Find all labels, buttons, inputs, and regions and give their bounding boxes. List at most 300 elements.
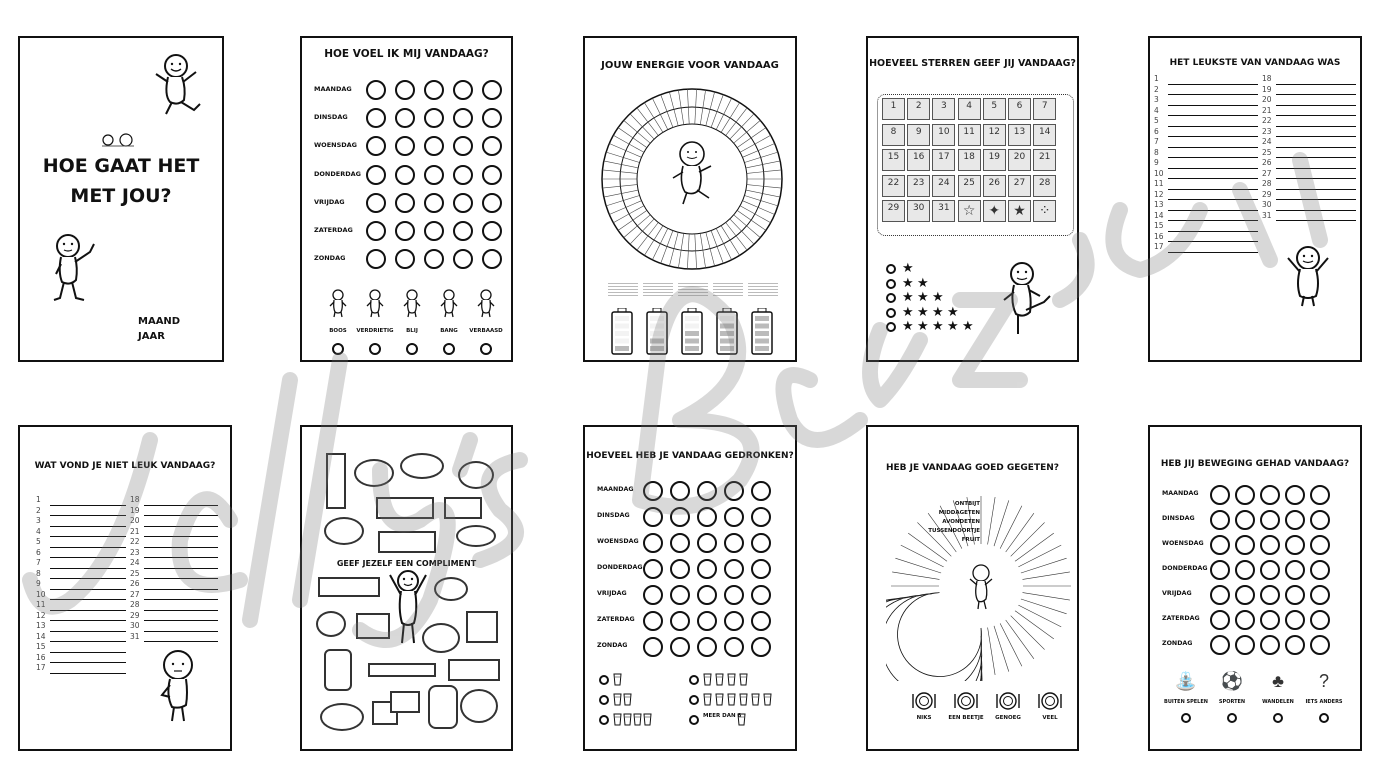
calendar-day-cell[interactable]: 16: [907, 149, 930, 171]
day-circle[interactable]: [643, 637, 663, 657]
writing-line[interactable]: [1168, 149, 1258, 158]
day-circle[interactable]: [482, 136, 502, 156]
battery-icon[interactable]: [646, 308, 668, 356]
day-circle[interactable]: [424, 80, 444, 100]
day-circle[interactable]: [1235, 560, 1255, 580]
day-circle[interactable]: [751, 481, 771, 501]
battery-icon[interactable]: [611, 308, 633, 356]
drink-amount-circle[interactable]: [599, 715, 609, 725]
list-line[interactable]: [1154, 106, 1258, 117]
emotion-circle[interactable]: [480, 343, 492, 355]
calendar-day-cell[interactable]: 8: [882, 124, 905, 146]
writing-line[interactable]: [1168, 212, 1258, 221]
writing-line[interactable]: [50, 654, 126, 663]
list-line[interactable]: [1154, 211, 1258, 222]
day-circle[interactable]: [424, 108, 444, 128]
calendar-day-cell[interactable]: 20: [1008, 149, 1031, 171]
writing-line[interactable]: [144, 591, 218, 600]
day-circle[interactable]: [1235, 485, 1255, 505]
star-rating-circle[interactable]: [886, 293, 896, 303]
writing-line[interactable]: [1276, 86, 1356, 95]
list-line[interactable]: [36, 579, 126, 590]
day-circle[interactable]: [1310, 485, 1330, 505]
day-circle[interactable]: [453, 221, 473, 241]
day-circle[interactable]: [697, 559, 717, 579]
calendar-day-cell[interactable]: 4: [958, 98, 981, 120]
calendar-day-cell[interactable]: 15: [882, 149, 905, 171]
plate-icon[interactable]: [1037, 691, 1063, 711]
day-circle[interactable]: [751, 637, 771, 657]
calendar-day-cell[interactable]: 14: [1033, 124, 1056, 146]
list-line[interactable]: [1154, 190, 1258, 201]
calendar-day-cell[interactable]: 17: [932, 149, 955, 171]
calendar-day-cell[interactable]: 30: [907, 200, 930, 222]
star-rating-circle[interactable]: [886, 308, 896, 318]
writing-line[interactable]: [144, 507, 218, 516]
writing-line[interactable]: [144, 602, 218, 611]
list-line[interactable]: [1262, 211, 1356, 222]
list-line[interactable]: [36, 537, 126, 548]
drink-amount-circle[interactable]: [689, 695, 699, 705]
page-mood[interactable]: [300, 36, 513, 362]
day-circle[interactable]: [482, 165, 502, 185]
day-circle[interactable]: [1210, 585, 1230, 605]
list-line[interactable]: [130, 527, 218, 538]
writing-line[interactable]: [1168, 233, 1258, 242]
calendar-day-cell[interactable]: 31: [932, 200, 955, 222]
page-notfun[interactable]: [18, 425, 232, 751]
day-circle[interactable]: [1260, 510, 1280, 530]
writing-line[interactable]: [1276, 139, 1356, 148]
list-line[interactable]: [130, 600, 218, 611]
list-line[interactable]: [36, 611, 126, 622]
calendar-day-cell[interactable]: 7: [1033, 98, 1056, 120]
list-line[interactable]: [1262, 127, 1356, 138]
writing-line[interactable]: [1168, 223, 1258, 232]
list-line[interactable]: [36, 548, 126, 559]
day-circle[interactable]: [395, 249, 415, 269]
calendar-day-cell[interactable]: 22: [882, 175, 905, 197]
day-circle[interactable]: [424, 165, 444, 185]
writing-line[interactable]: [1276, 191, 1356, 200]
day-circle[interactable]: [724, 507, 744, 527]
writing-line[interactable]: [144, 539, 218, 548]
day-circle[interactable]: [724, 533, 744, 553]
writing-line[interactable]: [144, 518, 218, 527]
day-circle[interactable]: [643, 481, 663, 501]
writing-line[interactable]: [50, 497, 126, 506]
day-circle[interactable]: [1285, 635, 1305, 655]
day-circle[interactable]: [670, 481, 690, 501]
day-circle[interactable]: [670, 533, 690, 553]
activity-circle[interactable]: [1273, 713, 1283, 723]
calendar-day-cell[interactable]: 9: [907, 124, 930, 146]
list-line[interactable]: [1154, 85, 1258, 96]
list-line[interactable]: [1154, 179, 1258, 190]
emotion-circle[interactable]: [332, 343, 344, 355]
list-line[interactable]: [1262, 116, 1356, 127]
day-circle[interactable]: [482, 249, 502, 269]
day-circle[interactable]: [1310, 560, 1330, 580]
emotion-circle[interactable]: [369, 343, 381, 355]
day-circle[interactable]: [1285, 510, 1305, 530]
day-circle[interactable]: [1285, 485, 1305, 505]
day-circle[interactable]: [643, 585, 663, 605]
day-circle[interactable]: [670, 585, 690, 605]
day-circle[interactable]: [1310, 635, 1330, 655]
list-line[interactable]: [36, 632, 126, 643]
day-circle[interactable]: [1210, 510, 1230, 530]
writing-line[interactable]: [50, 518, 126, 527]
day-circle[interactable]: [453, 108, 473, 128]
writing-line[interactable]: [1276, 107, 1356, 116]
day-circle[interactable]: [1260, 485, 1280, 505]
list-line[interactable]: [36, 663, 126, 674]
day-circle[interactable]: [1235, 610, 1255, 630]
calendar-day-cell[interactable]: 29: [882, 200, 905, 222]
day-circle[interactable]: [1210, 635, 1230, 655]
writing-line[interactable]: [1168, 76, 1258, 85]
calendar-day-cell[interactable]: 10: [932, 124, 955, 146]
page-drink[interactable]: [583, 425, 797, 751]
day-circle[interactable]: [751, 507, 771, 527]
day-circle[interactable]: [1235, 510, 1255, 530]
list-line[interactable]: [36, 569, 126, 580]
day-circle[interactable]: [670, 611, 690, 631]
emotion-circle[interactable]: [443, 343, 455, 355]
writing-line[interactable]: [1168, 202, 1258, 211]
page-cover[interactable]: [18, 36, 224, 362]
list-line[interactable]: [130, 537, 218, 548]
day-circle[interactable]: [482, 80, 502, 100]
day-circle[interactable]: [724, 481, 744, 501]
list-line[interactable]: [1262, 137, 1356, 148]
day-circle[interactable]: [395, 165, 415, 185]
list-line[interactable]: [1154, 221, 1258, 232]
list-line[interactable]: [130, 569, 218, 580]
day-circle[interactable]: [424, 249, 444, 269]
list-line[interactable]: [130, 495, 218, 506]
list-line[interactable]: [36, 621, 126, 632]
day-circle[interactable]: [724, 559, 744, 579]
writing-line[interactable]: [144, 528, 218, 537]
day-circle[interactable]: [424, 136, 444, 156]
list-line[interactable]: [130, 611, 218, 622]
page-best[interactable]: [1148, 36, 1362, 362]
day-circle[interactable]: [424, 221, 444, 241]
list-line[interactable]: [1154, 116, 1258, 127]
list-line[interactable]: [1262, 106, 1356, 117]
list-line[interactable]: [1154, 169, 1258, 180]
writing-line[interactable]: [1276, 118, 1356, 127]
writing-line[interactable]: [50, 665, 126, 674]
writing-line[interactable]: [1168, 97, 1258, 106]
writing-line[interactable]: [144, 497, 218, 506]
battery-icon[interactable]: [716, 308, 738, 356]
day-circle[interactable]: [1310, 585, 1330, 605]
day-circle[interactable]: [724, 585, 744, 605]
writing-line[interactable]: [1168, 181, 1258, 190]
writing-line[interactable]: [144, 623, 218, 632]
page-stars[interactable]: [866, 36, 1079, 362]
calendar-day-cell[interactable]: 24: [932, 175, 955, 197]
day-circle[interactable]: [643, 611, 663, 631]
activity-circle[interactable]: [1227, 713, 1237, 723]
day-circle[interactable]: [366, 165, 386, 185]
day-circle[interactable]: [424, 193, 444, 213]
writing-line[interactable]: [144, 560, 218, 569]
writing-line[interactable]: [50, 644, 126, 653]
day-circle[interactable]: [366, 108, 386, 128]
writing-line[interactable]: [50, 570, 126, 579]
list-line[interactable]: [130, 579, 218, 590]
star-rating-circle[interactable]: [886, 264, 896, 274]
calendar-day-cell[interactable]: 23: [907, 175, 930, 197]
day-circle[interactable]: [724, 637, 744, 657]
day-circle[interactable]: [482, 221, 502, 241]
day-circle[interactable]: [751, 611, 771, 631]
day-circle[interactable]: [697, 611, 717, 631]
writing-line[interactable]: [1168, 86, 1258, 95]
battery-icon[interactable]: [751, 308, 773, 356]
page-energy[interactable]: [583, 36, 797, 362]
list-line[interactable]: [1154, 95, 1258, 106]
plate-icon[interactable]: [911, 691, 937, 711]
writing-line[interactable]: [1168, 118, 1258, 127]
day-circle[interactable]: [1210, 610, 1230, 630]
writing-line[interactable]: [1168, 244, 1258, 253]
list-line[interactable]: [36, 516, 126, 527]
list-line[interactable]: [130, 548, 218, 559]
day-circle[interactable]: [366, 80, 386, 100]
battery-icon[interactable]: [681, 308, 703, 356]
writing-line[interactable]: [1276, 202, 1356, 211]
day-circle[interactable]: [482, 108, 502, 128]
list-line[interactable]: [36, 558, 126, 569]
calendar-day-cell[interactable]: 6: [1008, 98, 1031, 120]
writing-line[interactable]: [50, 549, 126, 558]
writing-line[interactable]: [1168, 191, 1258, 200]
day-circle[interactable]: [751, 559, 771, 579]
list-line[interactable]: [130, 506, 218, 517]
calendar-day-cell[interactable]: 11: [958, 124, 981, 146]
list-line[interactable]: [1262, 85, 1356, 96]
calendar-day-cell[interactable]: 27: [1008, 175, 1031, 197]
writing-line[interactable]: [50, 612, 126, 621]
list-line[interactable]: [1154, 137, 1258, 148]
writing-line[interactable]: [1168, 170, 1258, 179]
day-circle[interactable]: [697, 637, 717, 657]
day-circle[interactable]: [482, 193, 502, 213]
calendar-day-cell[interactable]: 1: [882, 98, 905, 120]
calendar-day-cell[interactable]: 26: [983, 175, 1006, 197]
writing-line[interactable]: [1168, 160, 1258, 169]
day-circle[interactable]: [366, 221, 386, 241]
list-line[interactable]: [1262, 190, 1356, 201]
day-circle[interactable]: [1235, 635, 1255, 655]
stick-figure-thinking-icon: [152, 647, 206, 727]
day-circle[interactable]: [395, 221, 415, 241]
list-line[interactable]: [36, 495, 126, 506]
list-line[interactable]: [130, 590, 218, 601]
day-circle[interactable]: [697, 507, 717, 527]
list-line[interactable]: [1154, 200, 1258, 211]
plate-icon[interactable]: [995, 691, 1021, 711]
day-circle[interactable]: [453, 80, 473, 100]
list-line[interactable]: [1262, 95, 1356, 106]
writing-line[interactable]: [1168, 107, 1258, 116]
day-circle[interactable]: [751, 585, 771, 605]
day-circle[interactable]: [697, 585, 717, 605]
writing-line[interactable]: [50, 602, 126, 611]
day-circle[interactable]: [453, 136, 473, 156]
writing-line[interactable]: [1276, 181, 1356, 190]
writing-line[interactable]: [50, 581, 126, 590]
writing-line[interactable]: [1168, 139, 1258, 148]
day-circle[interactable]: [366, 136, 386, 156]
writing-line[interactable]: [1276, 128, 1356, 137]
writing-line[interactable]: [1276, 149, 1356, 158]
writing-line[interactable]: [144, 612, 218, 621]
day-circle[interactable]: [395, 80, 415, 100]
day-circle[interactable]: [670, 507, 690, 527]
page-compliment[interactable]: [300, 425, 513, 751]
day-circle[interactable]: [1210, 560, 1230, 580]
calendar-day-cell[interactable]: 25: [958, 175, 981, 197]
list-line[interactable]: [36, 642, 126, 653]
list-line[interactable]: [1154, 242, 1258, 253]
writing-line[interactable]: [50, 528, 126, 537]
day-circle[interactable]: [366, 249, 386, 269]
list-line[interactable]: [1262, 179, 1356, 190]
day-circle[interactable]: [453, 165, 473, 185]
writing-line[interactable]: [1276, 160, 1356, 169]
day-circle[interactable]: [1260, 635, 1280, 655]
calendar-day-cell[interactable]: 21: [1033, 149, 1056, 171]
list-line[interactable]: [130, 516, 218, 527]
list-line[interactable]: [130, 632, 218, 643]
drink-amount-circle[interactable]: [599, 695, 609, 705]
list-line[interactable]: [130, 558, 218, 569]
day-circle[interactable]: [453, 193, 473, 213]
plate-icon[interactable]: [953, 691, 979, 711]
list-line[interactable]: [1154, 158, 1258, 169]
list-line[interactable]: [1262, 158, 1356, 169]
writing-line[interactable]: [50, 633, 126, 642]
page-move[interactable]: [1148, 425, 1362, 751]
list-line[interactable]: [1154, 74, 1258, 85]
day-circle[interactable]: [1260, 585, 1280, 605]
calendar-day-cell[interactable]: 3: [932, 98, 955, 120]
calendar-day-cell[interactable]: 12: [983, 124, 1006, 146]
day-circle[interactable]: [643, 533, 663, 553]
drink-amount-circle[interactable]: [599, 675, 609, 685]
writing-line[interactable]: [144, 570, 218, 579]
calendar-day-cell[interactable]: 13: [1008, 124, 1031, 146]
day-circle[interactable]: [1285, 585, 1305, 605]
activity-circle[interactable]: [1319, 713, 1329, 723]
calendar-day-cell[interactable]: 18: [958, 149, 981, 171]
writing-line[interactable]: [50, 560, 126, 569]
day-circle[interactable]: [395, 136, 415, 156]
day-circle[interactable]: [1310, 510, 1330, 530]
activity-circle[interactable]: [1181, 713, 1191, 723]
day-circle[interactable]: [1260, 560, 1280, 580]
day-circle[interactable]: [1285, 535, 1305, 555]
day-circle[interactable]: [643, 507, 663, 527]
day-circle[interactable]: [1235, 585, 1255, 605]
day-circle[interactable]: [453, 249, 473, 269]
day-circle[interactable]: [1310, 610, 1330, 630]
calendar-day-cell[interactable]: 2: [907, 98, 930, 120]
day-circle[interactable]: [366, 193, 386, 213]
writing-line[interactable]: [1276, 97, 1356, 106]
day-circle[interactable]: [395, 108, 415, 128]
list-line[interactable]: [1262, 169, 1356, 180]
day-circle[interactable]: [1285, 560, 1305, 580]
list-line[interactable]: [1154, 127, 1258, 138]
list-line[interactable]: [36, 653, 126, 664]
writing-line[interactable]: [1276, 212, 1356, 221]
emotion-circle[interactable]: [406, 343, 418, 355]
calendar-day-cell[interactable]: 19: [983, 149, 1006, 171]
day-circle[interactable]: [697, 533, 717, 553]
writing-line[interactable]: [144, 549, 218, 558]
day-circle[interactable]: [724, 611, 744, 631]
day-circle[interactable]: [1210, 485, 1230, 505]
day-circle[interactable]: [1285, 610, 1305, 630]
list-line[interactable]: [1262, 74, 1356, 85]
writing-line[interactable]: [50, 539, 126, 548]
day-circle[interactable]: [643, 559, 663, 579]
writing-line[interactable]: [1168, 128, 1258, 137]
writing-line[interactable]: [144, 633, 218, 642]
list-line[interactable]: [36, 506, 126, 517]
list-line[interactable]: [1262, 200, 1356, 211]
calendar-day-cell[interactable]: 28: [1033, 175, 1056, 197]
writing-line[interactable]: [50, 507, 126, 516]
star-rating-circle[interactable]: [886, 279, 896, 289]
day-circle[interactable]: [395, 193, 415, 213]
list-line[interactable]: [1262, 148, 1356, 159]
drink-amount-circle[interactable]: [689, 715, 699, 725]
writing-line[interactable]: [144, 581, 218, 590]
star-rating-circle[interactable]: [886, 322, 896, 332]
day-circle[interactable]: [697, 481, 717, 501]
writing-line[interactable]: [1276, 76, 1356, 85]
drink-amount-circle[interactable]: [689, 675, 699, 685]
calendar-day-cell[interactable]: 5: [983, 98, 1006, 120]
day-circle[interactable]: [751, 533, 771, 553]
writing-line[interactable]: [50, 623, 126, 632]
list-line[interactable]: [1154, 232, 1258, 243]
day-circle[interactable]: [1235, 535, 1255, 555]
day-circle[interactable]: [1260, 535, 1280, 555]
day-circle[interactable]: [1260, 610, 1280, 630]
page-eat[interactable]: [866, 425, 1079, 751]
day-circle[interactable]: [670, 637, 690, 657]
list-line[interactable]: [36, 527, 126, 538]
writing-line[interactable]: [50, 591, 126, 600]
writing-line[interactable]: [1276, 170, 1356, 179]
day-circle[interactable]: [1310, 535, 1330, 555]
list-line[interactable]: [1154, 148, 1258, 159]
list-line[interactable]: [36, 590, 126, 601]
list-line[interactable]: [130, 621, 218, 632]
day-circle[interactable]: [670, 559, 690, 579]
list-line[interactable]: [36, 600, 126, 611]
day-circle[interactable]: [1210, 535, 1230, 555]
